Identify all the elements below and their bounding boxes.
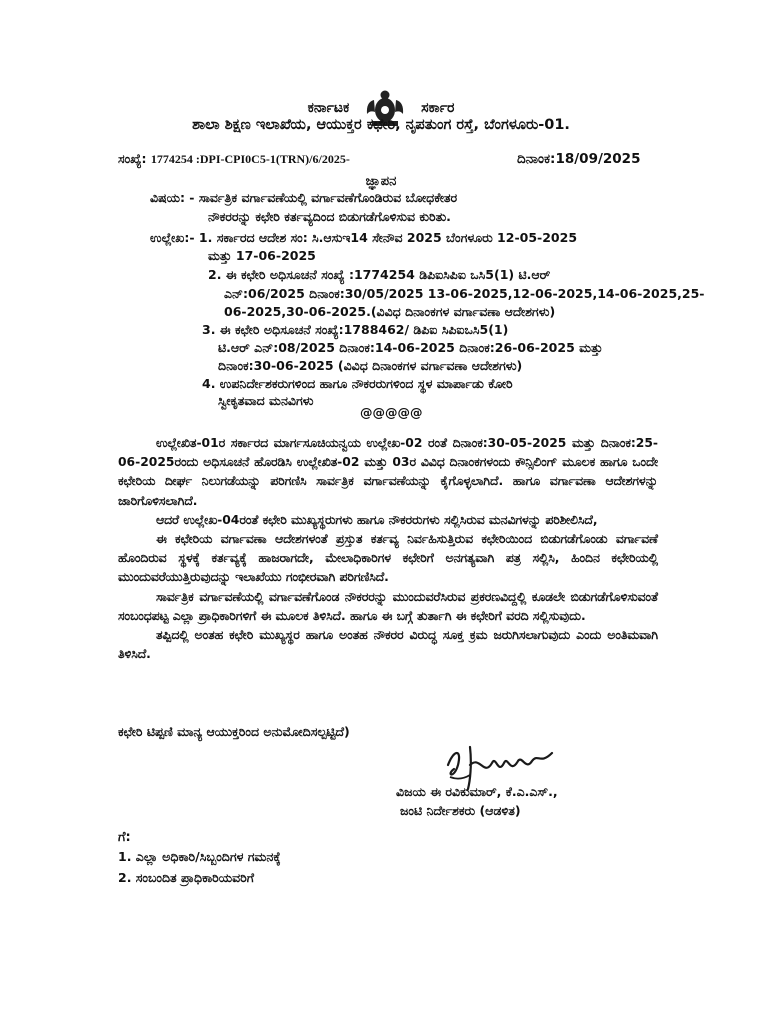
reference-3-line-3: ದಿನಾಂಕ:30-06-2025 (ವಿವಿಧ ದಿನಾಂಕಗಳ ವರ್ಗಾವಣಾ ಆದೇಶಗಳು) bbox=[218, 358, 523, 373]
reference-1-line-2: ಮತ್ತು 17-06-2025 bbox=[208, 248, 316, 263]
body-paragraphs bbox=[118, 434, 658, 664]
signatory-block bbox=[396, 782, 558, 820]
reference-2-line-2: ಎನ್:06/2025 ದಿನಾಂಕ:30/05/2025 13-06-2025,12-06-2025,14-06-2025,25- bbox=[224, 286, 705, 301]
reference-3-line-1: 3. ಈ ಕಛೇರಿ ಅಧಿಸೂಚನೆ ಸಂಖ್ಯೆ:1788462/ ಡಿಪಿಐ ಸಿಪಿಐಒಸಿ5(1) bbox=[202, 322, 509, 337]
date-value: 18/09/2025 bbox=[555, 151, 641, 167]
cc-item-2: 2. ಸಂಬಂದಿತ ಪ್ರಾಧಿಕಾರಿಯವರಿಗೆ bbox=[118, 870, 254, 885]
notification-title: ಜ್ಞಾಪನ bbox=[365, 174, 397, 189]
signatory-name: ವಿಜಯ ಈ ರವಿಕುಮಾರ್, ಕೆ.ಎ.ಎಸ್., bbox=[396, 784, 558, 799]
header-left-word: ಕರ್ನಾಟಕ bbox=[307, 100, 350, 116]
subject-line-1: ವಿಷಯ: - ಸಾರ್ವತ್ರಿಕ ವರ್ಗಾವಣೆಯಲ್ಲಿ ವರ್ಗಾವಣೆಗೊಂಡಿರುವ ಬೋಧಕೇತರ bbox=[150, 190, 458, 205]
reference-value: 1774254 :DPI-CPI0C5-1(TRN)/6/2025- bbox=[150, 152, 350, 166]
reference-4-line-1: 4. ಉಪನಿರ್ದೇಶಕರುಗಳಿಂದ ಹಾಗೂ ನೌಕರರುಗಳಿಂದ ಸ್ಥಳ ಮಾರ್ಪಾಡು ಕೋರಿ bbox=[202, 376, 513, 391]
paragraph-3: ಈ ಕಛೇರಿಯ ವರ್ಗಾವಣಾ ಆದೇಶಗಳಂತೆ ಪ್ರಸ್ತುತ ಕರ್ತವ್ಯ ನಿರ್ವಹಿಸುತ್ತಿರುವ ಕಛೇರಿಯಿಂದ ಬಿಡುಗಡೆಗೊಂಡು ವರ್ಗಾವಣೆ ಹೊಂದಿರುವ ಸ್ಥಳಕ್ಕೆ ಕರ್ತವ್ಯಕ್ಕೆ ಹಾಜರಾಗದೇ, ಮೇಲಾಧಿಕಾರಿಗಳ ಕಛೇರಿಗೆ ಅನಗತ್ಯವಾಗಿ ಪತ್ರ ಸಲ್ಲಿಸಿ, ಹಿಂದಿನ ಕಛೇರಿಯಲ್ಲಿ ಮುಂದುವರೆಯುತ್ತಿರುವುದನ್ನು ಇಲಾಖೆಯು ಗಂಭೀರವಾಗಿ ಪರಿಗಣಿಸಿದೆ. bbox=[118, 532, 658, 585]
subject-line-2: ನೌಕರರನ್ನು ಕಛೇರಿ ಕರ್ತವ್ಯದಿಂದ ಬಿಡುಗಡೆಗೊಳಿಸುವ ಕುರಿತು. bbox=[208, 209, 451, 224]
reference-number bbox=[118, 151, 350, 167]
header-right-word: ಸರ್ಕಾರ bbox=[421, 100, 455, 116]
cc-list bbox=[118, 846, 281, 888]
paragraph-4: ಸಾರ್ವತ್ರಿಕ ವರ್ಗಾವಣೆಯಲ್ಲಿ ವರ್ಗಾವಣೆಗೊಂಡ ನೌಕರರನ್ನು ಮುಂದುವರೆಸಿರುವ ಪ್ರಕರಣವಿದ್ದಲ್ಲಿ ಕೂಡಲೇ ಬಿಡುಗಡೆಗೊಳಿಸುವಂತೆ ಸಂಬಂಧಪಟ್ಟ ಎಲ್ಲಾ ಪ್ರಾಧಿಕಾರಿಗಳಿಗೆ ಈ ಮೂಲಕ ತಿಳಿಸಿದೆ. ಹಾಗೂ ಈ ಬಗ್ಗೆ ತುರ್ತಾಗಿ ಈ ಕಛೇರಿಗೆ ವರದಿ ಸಲ್ಲಿಸುವುದು. bbox=[118, 589, 658, 623]
reference-4-line-2: ಸ್ವೀಕೃತವಾದ ಮನವಿಗಳು bbox=[218, 393, 314, 408]
paragraph-2: ಆದರೆ ಉಲ್ಲೇಖ-04ರಂತೆ ಕಛೇರಿ ಮುಖ್ಯಸ್ಥರುಗಳು ಹಾಗೂ ನೌಕರರುಗಳು ಸಲ್ಲಿಸಿರುವ ಮನವಿಗಳನ್ನು ಪರಿಶೀಲಿಸಿದೆ, bbox=[156, 512, 598, 527]
cc-item-1: 1. ಎಲ್ಲಾ ಅಧಿಕಾರಿ/ಸಿಬ್ಬಂದಿಗಳ ಗಮನಕ್ಕೆ bbox=[118, 849, 281, 864]
paragraph-5: ತಪ್ಪಿದಲ್ಲಿ ಅಂತಹ ಕಛೇರಿ ಮುಖ್ಯಸ್ಥರ ಹಾಗೂ ಅಂತಹ ನೌಕರರ ವಿರುದ್ಧ ಸೂಕ್ತ ಕ್ರಮ ಜರುಗಿಸಲಾಗುವುದು ಎಂದು ಅಂತಿಮವಾಗಿ ತಿಳಿಸಿದೆ. bbox=[118, 628, 658, 662]
approval-note: ಕಛೇರಿ ಟಿಪ್ಪಣಿ ಮಾನ್ಯ ಆಯುಕ್ತರಿಂದ ಅನುಮೋದಿಸಲ್ಪಟ್ಟಿದೆ) bbox=[118, 724, 350, 739]
reference-1-line-1: ಉಲ್ಲೇಖ:- 1. ಸರ್ಕಾರದ ಆದೇಶ ಸಂ: ಸಿ.ಆಸುಇ14 ಸೇನೌವ 2025 ಬೆಂಗಳೂರು 12-05-2025 bbox=[150, 230, 578, 245]
reference-label: ಸಂಖ್ಯೆ: bbox=[118, 151, 147, 166]
document-date bbox=[517, 151, 640, 167]
signatory-designation: ಜಂಟಿ ನಿರ್ದೇಶಕರು (ಆಡಳಿತ) bbox=[400, 803, 521, 818]
date-label: ದಿನಾಂಕ: bbox=[517, 151, 556, 167]
paragraph-1: ಉಲ್ಲೇಖಿತ-01ರ ಸರ್ಕಾರದ ಮಾರ್ಗಸೂಚಿಯನ್ವಯ ಉಲ್ಲೇಖ-02 ರಂತೆ ದಿನಾಂಕ:30-05-2025 ಮತ್ತು ದಿನಾಂಕ:25-06-2025ರಂದು ಅಧಿಸೂಚನೆ ಹೊರಡಿಸಿ ಉಲ್ಲೇಖಿತ-02 ಮತ್ತು 03ರ ವಿವಿಧ ದಿನಾಂಕಗಳಂದು ಕೌನ್ಸಿಲಿಂಗ್ ಮೂಲಕ ಹಾಗೂ ಒಂದೇ ಕಛೇರಿಯ ದೀರ್ಘ ನಿಲುಗಡೆಯನ್ನು ಪರಿಗಣಿಸಿ ಸಾರ್ವತ್ರಿಕ ವರ್ಗಾವಣೆಯನ್ನು ಕೈಗೊಳ್ಳಲಾಗಿದೆ. ಹಾಗೂ ವರ್ಗಾವಣಾ ಆದೇಶಗಳನ್ನು ಜಾರಿಗೊಳಿಸಲಾಗಿದೆ. bbox=[118, 436, 658, 508]
reference-3-line-2: ಟಿ.ಆರ್ ಎನ್:08/2025 ದಿನಾಂಕ:14-06-2025 ದಿನಾಂಕ:26-06-2025 ಮತ್ತು bbox=[218, 340, 603, 355]
separator-mark: @@@@@ bbox=[360, 405, 423, 420]
cc-heading: ಗೆ: bbox=[118, 830, 131, 845]
department-address: ಶಾಲಾ ಶಿಕ್ಷಣ ಇಲಾಖೆಯ, ಆಯುಕ್ತರ ಕಛೇರಿ, ನೃಪತುಂಗ ರಸ್ತೆ, ಬೆಂಗಳೂರು-01. bbox=[192, 117, 570, 133]
reference-2-line-1: 2. ಈ ಕಛೇರಿ ಅಧಿಸೂಚನೆ ಸಂಖ್ಯೆ :1774254 ಡಿಪಿಐಸಿಪಿಐ ಒಸಿ5(1) ಟಿ.ಆರ್ bbox=[208, 267, 551, 282]
reference-2-line-3: 06-2025,30-06-2025.(ವಿವಿಧ ದಿನಾಂಕಗಳ ವರ್ಗಾವಣಾ ಆದೇಶಗಳು) bbox=[224, 304, 556, 319]
